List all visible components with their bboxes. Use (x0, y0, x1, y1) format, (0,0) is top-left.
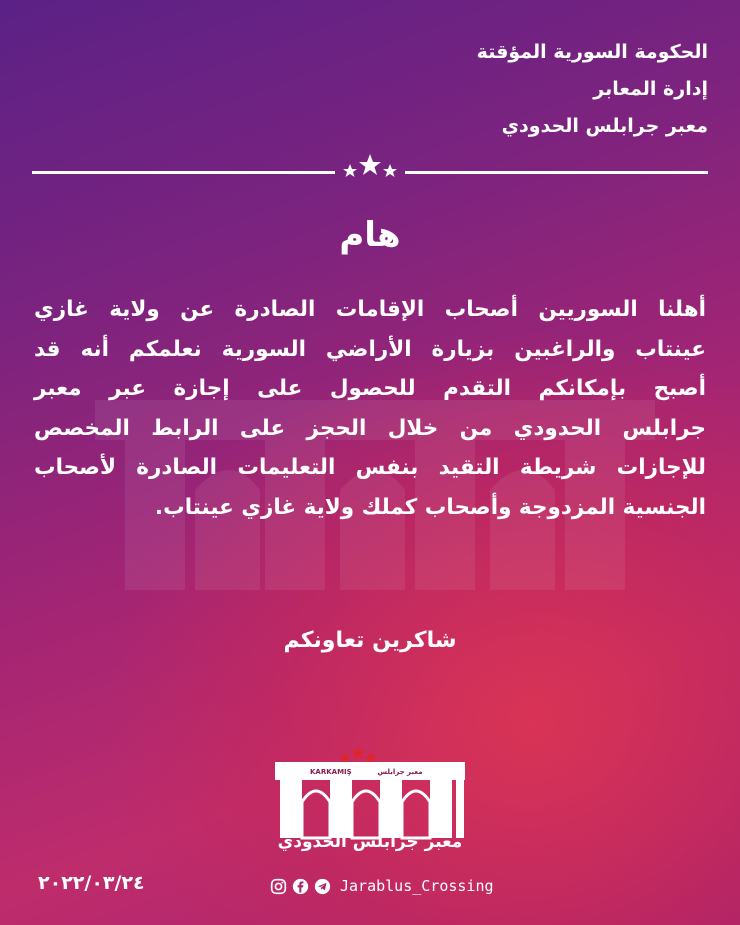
divider-line-left (32, 171, 335, 174)
header-block (477, 34, 708, 145)
crossing-logo (270, 740, 470, 840)
header-crossing-name: معبر جرابلس الحدودي (501, 115, 708, 137)
body-line: أهلنا السوريين أصحاب الإقامات الصادرة عن ولاية غازي (34, 297, 706, 322)
body-line: الجنسية المزدوجة وأصحاب كملك ولاية غازي عينتاب. (154, 494, 706, 520)
logo-arabic-text: معبر جرابلس (377, 768, 423, 776)
header-government: الحكومة السورية المؤقتة (476, 41, 708, 63)
body-line: أصبح بإمكانكم التقدم للحصول على إجازة عبر معبر (34, 376, 706, 401)
announcement-date: ٢٠٢٢/٠٣/٢٤ (38, 872, 145, 894)
closing-text: شاكرين تعاونكم (283, 628, 457, 653)
body-line: للإجازات شريطة التقيد بنفس التعليمات الصادرة لأصحاب (34, 455, 706, 480)
instagram-icon[interactable] (270, 878, 287, 895)
logo-latin-text: KARKAMIŞ (310, 768, 352, 776)
social-handle[interactable]: Jarablus_Crossing (340, 877, 494, 895)
body-line: جرابلس الحدودي من خلال الحجز على الرابط المخصص (34, 415, 706, 441)
announcement-body (34, 290, 706, 527)
logo-caption: معبر جرابلس الحدودي (277, 832, 463, 852)
body-line: عينتاب والراغبين بزيارة الأراضي السورية نعلمكم أنه قد (34, 336, 706, 362)
announcement-title: هام (339, 215, 401, 255)
social-handles (270, 877, 494, 895)
facebook-icon[interactable] (292, 878, 309, 895)
divider-line-right (405, 171, 708, 174)
stars-divider (32, 152, 708, 182)
header-crossings-admin: إدارة المعابر (593, 78, 708, 100)
three-stars-icon (340, 152, 400, 182)
telegram-icon[interactable] (314, 878, 331, 895)
